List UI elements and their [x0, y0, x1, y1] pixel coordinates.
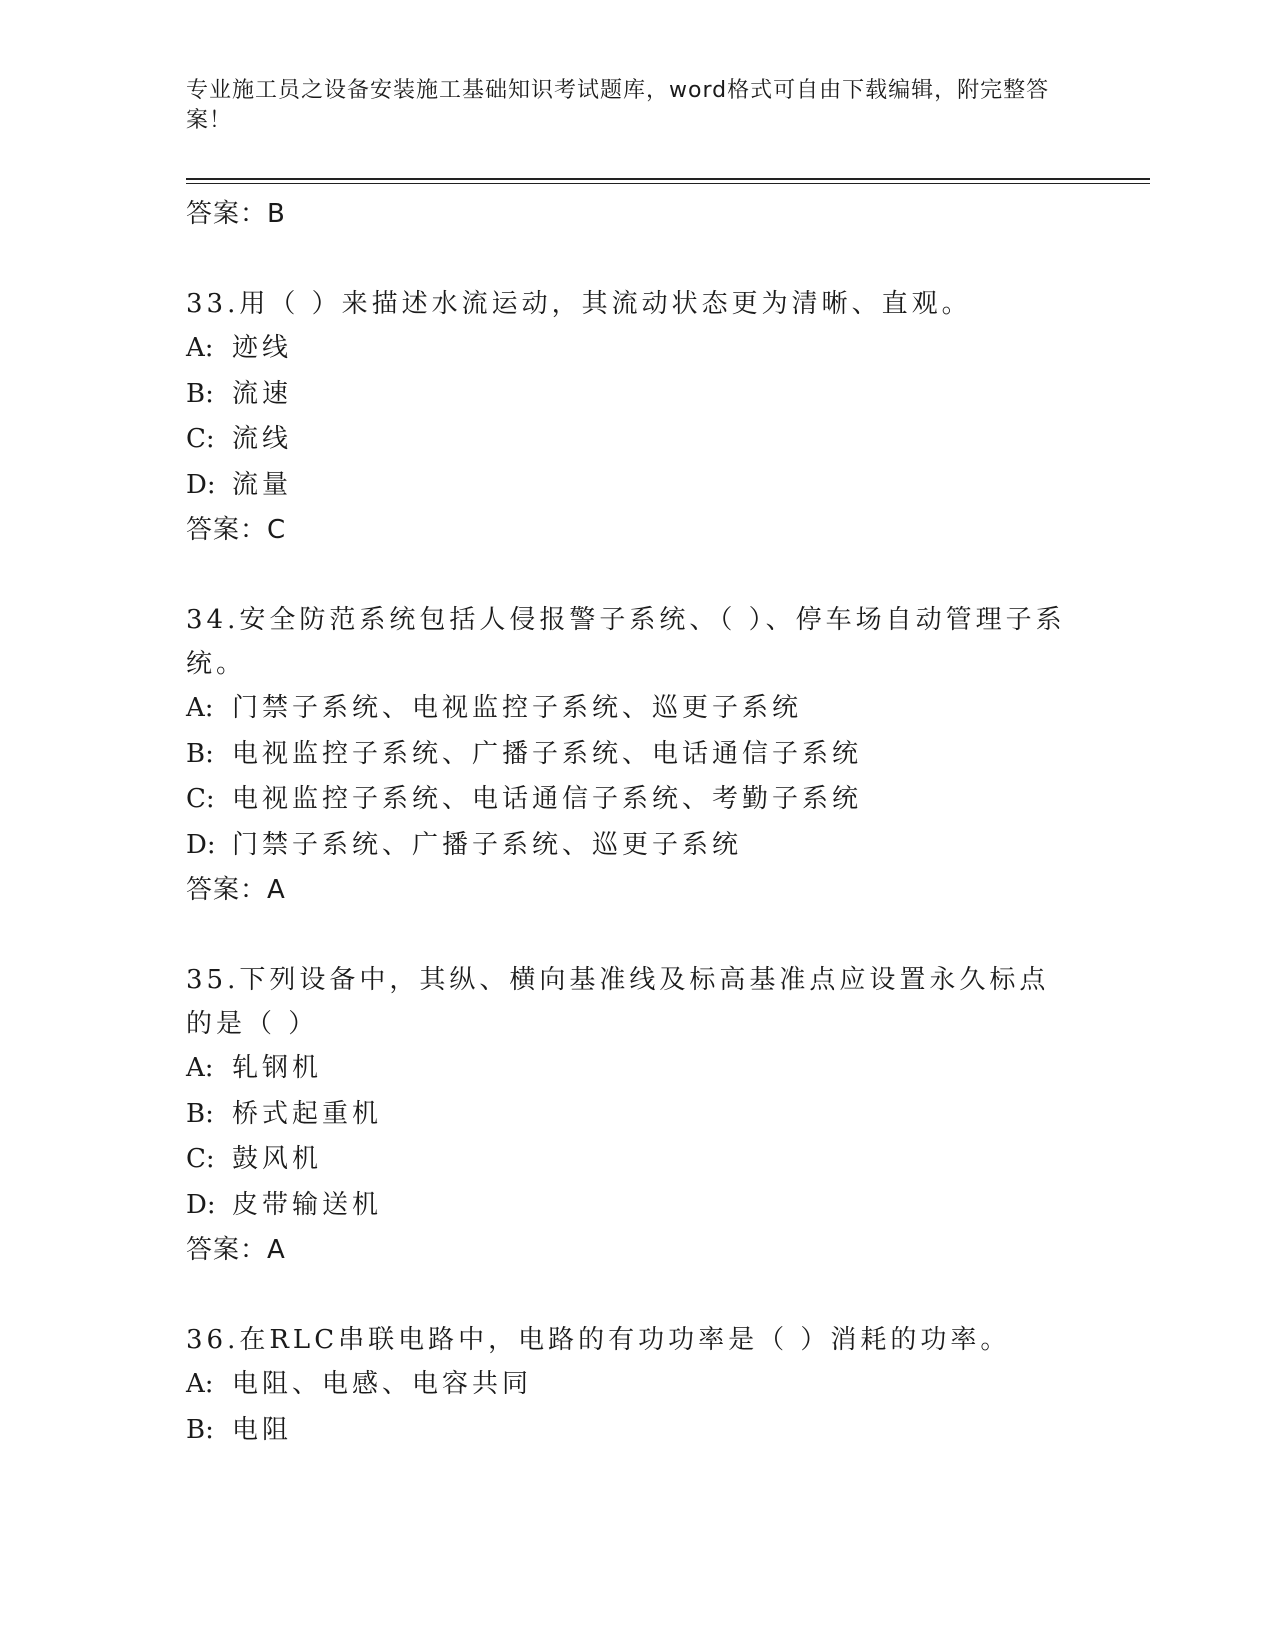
option-text: 电视监控子系统、电话通信子系统、考勤子系统 [232, 784, 863, 814]
document-header: 专业施工员之设备安装施工基础知识考试题库，word格式可自由下载编辑，附完整答案！ [186, 78, 1050, 133]
option-letter: D: [186, 829, 216, 860]
option-text: 桥式起重机 [232, 1098, 383, 1129]
answer-label: 答案：B [186, 199, 286, 229]
option-letter: C: [186, 424, 215, 454]
question-34 [186, 598, 1086, 913]
option-text: 轧钢机 [232, 1053, 323, 1083]
option-c [186, 1137, 1086, 1183]
question-stem: 35.下列设备中，其纵、横向基准线及标高基准点应设置永久标点的是（ ） [186, 965, 1050, 1039]
option-text: 电阻 [232, 1414, 293, 1445]
option-letter: B: [186, 738, 214, 769]
question-stem: 34.安全防范系统包括人侵报警子系统、（ ）、停车场自动管理子系统。 [186, 605, 1066, 679]
option-b [186, 1092, 1086, 1138]
question-stem: 36.在RLC串联电路中，电路的有功功率是（ ）消耗的功率。 [186, 1325, 1011, 1355]
answer-label: 答案：A [186, 1235, 286, 1265]
option-a [186, 1046, 1086, 1092]
option-d [186, 1183, 1086, 1229]
option-text: 流速 [232, 378, 293, 409]
option-c [186, 417, 1086, 463]
option-d [186, 823, 1086, 869]
option-letter: D: [186, 469, 216, 500]
question-33 [186, 282, 1086, 553]
option-text: 电视监控子系统、广播子系统、电话通信子系统 [232, 738, 863, 769]
option-text: 鼓风机 [232, 1144, 323, 1174]
option-text: 迹线 [232, 333, 293, 363]
question-stem: 33.用（ ）来描述水流运动，其流动状态更为清晰、直观。 [186, 289, 972, 319]
answer-label: 答案：C [186, 515, 287, 545]
option-text: 皮带输送机 [232, 1189, 383, 1220]
option-d [186, 463, 1086, 509]
option-a [186, 326, 1086, 372]
option-b [186, 732, 1086, 778]
option-text: 门禁子系统、广播子系统、巡更子系统 [232, 829, 743, 860]
option-c [186, 777, 1086, 823]
option-a [186, 1362, 1086, 1408]
option-b [186, 372, 1086, 418]
option-letter: C: [186, 1144, 215, 1174]
option-a [186, 686, 1086, 732]
option-letter: C: [186, 784, 215, 814]
option-letter: A: [186, 1369, 214, 1399]
header-divider-thin [186, 183, 1150, 184]
option-letter: B: [186, 1098, 214, 1129]
option-b [186, 1408, 1086, 1454]
option-text: 门禁子系统、电视监控子系统、巡更子系统 [232, 693, 803, 723]
option-letter: D: [186, 1189, 216, 1220]
answer-label: 答案：A [186, 875, 286, 905]
header-divider-thick [186, 178, 1150, 180]
question-36 [186, 1318, 1086, 1453]
question-35 [186, 958, 1086, 1273]
option-letter: A: [186, 1053, 214, 1083]
option-letter: B: [186, 1414, 214, 1445]
option-text: 电阻、电感、电容共同 [232, 1369, 533, 1399]
option-text: 流量 [232, 469, 293, 500]
option-text: 流线 [232, 424, 293, 454]
option-letter: A: [186, 333, 214, 363]
option-letter: B: [186, 378, 214, 409]
question-list [186, 192, 1086, 1453]
option-letter: A: [186, 693, 214, 723]
